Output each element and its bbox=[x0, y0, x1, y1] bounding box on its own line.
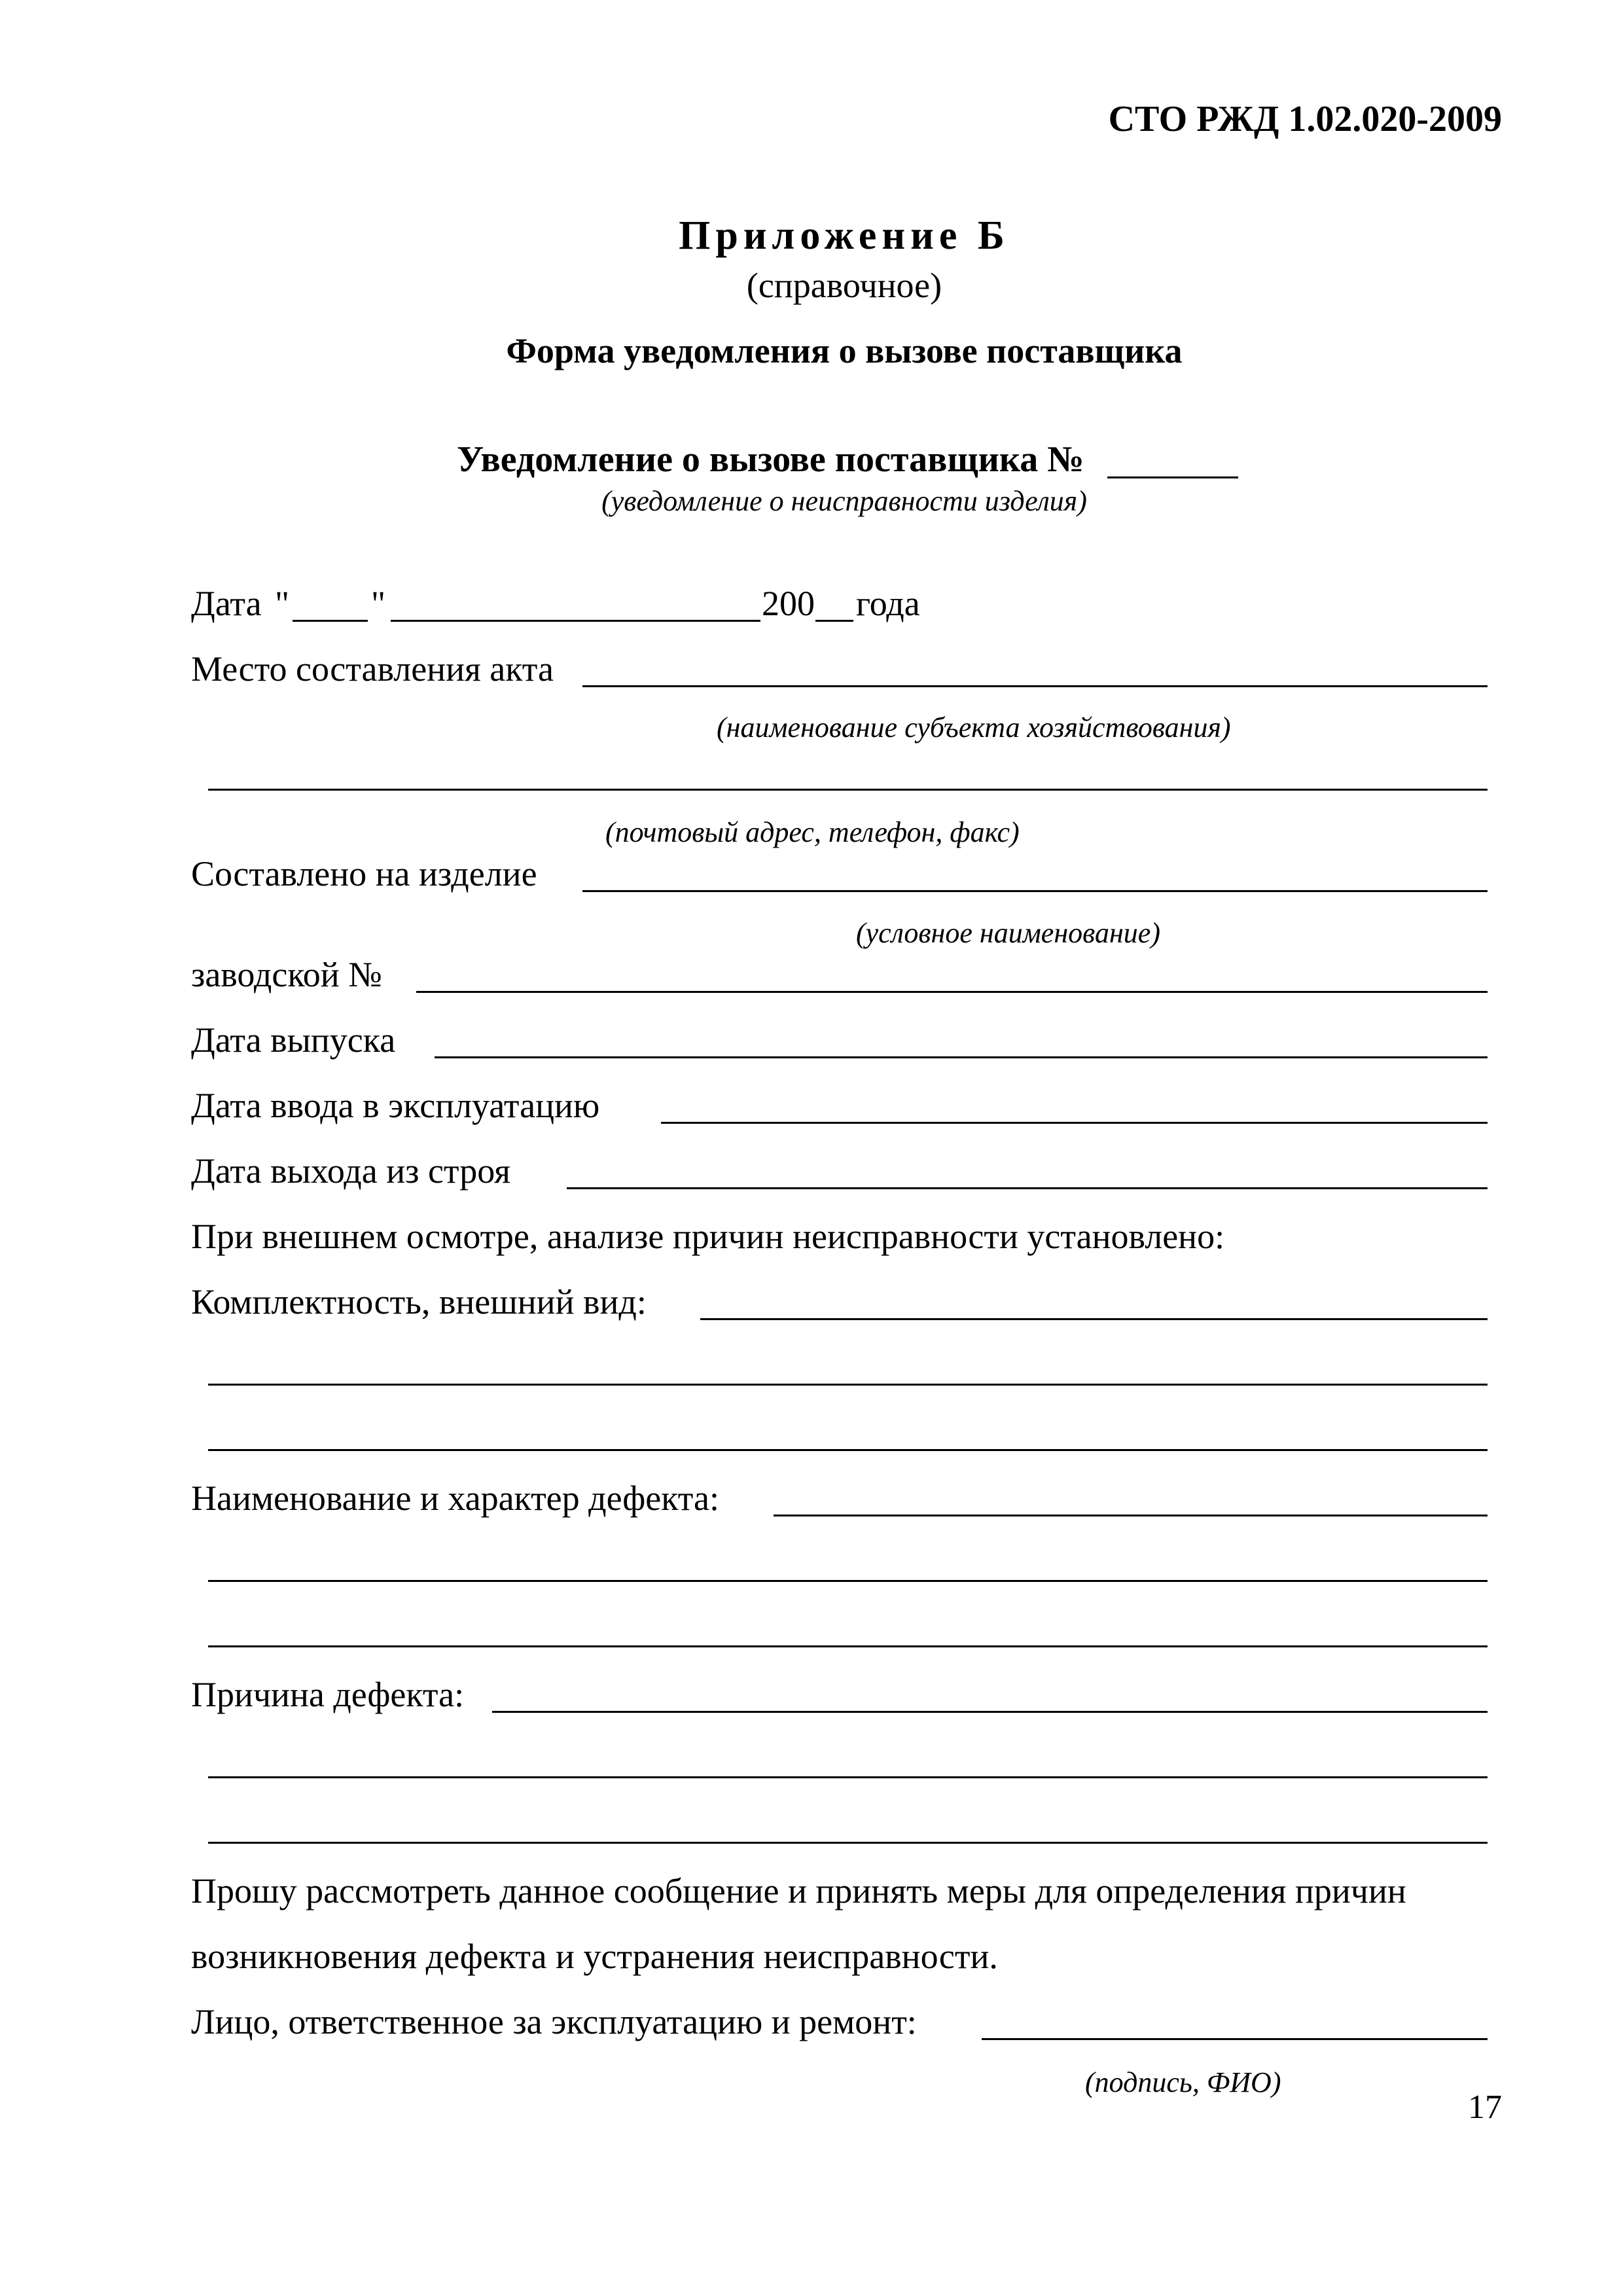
defect-field-line-3[interactable] bbox=[208, 1645, 1488, 1647]
cause-field-line-3[interactable] bbox=[208, 1842, 1488, 1844]
request-text-line-2: возникновения дефекта и устранения неисправности. bbox=[191, 1937, 998, 1976]
defect-field[interactable] bbox=[774, 1515, 1488, 1516]
product-field[interactable] bbox=[582, 890, 1488, 892]
date-open-quote: " bbox=[275, 584, 290, 623]
document-code: СТО РЖД 1.02.020-2009 bbox=[1108, 99, 1502, 139]
place-field[interactable] bbox=[582, 685, 1488, 687]
failure-date-field[interactable] bbox=[567, 1187, 1488, 1189]
date-month-field[interactable] bbox=[391, 620, 760, 622]
request-text-line-1: Прошу рассмотреть данное сообщение и принять меры для определения причин bbox=[191, 1871, 1406, 1910]
release-date-field[interactable] bbox=[435, 1056, 1488, 1058]
completeness-label: Комплектность, внешний вид: bbox=[191, 1282, 647, 1321]
commission-date-label: Дата ввода в эксплуатацию bbox=[191, 1086, 600, 1125]
defect-label: Наименование и характер дефекта: bbox=[191, 1479, 719, 1518]
completeness-field-line-3[interactable] bbox=[208, 1449, 1488, 1451]
commission-date-field[interactable] bbox=[661, 1122, 1488, 1124]
failure-date-label: Дата выхода из строя bbox=[191, 1151, 511, 1191]
serial-field[interactable] bbox=[416, 991, 1488, 993]
date-year-field[interactable] bbox=[815, 620, 853, 622]
notification-title: Уведомление о вызове поставщика № bbox=[457, 439, 1084, 480]
appendix-title: Приложение Б bbox=[679, 213, 1010, 258]
product-label: Составлено на изделие bbox=[191, 854, 537, 893]
responsible-signature-field[interactable] bbox=[982, 2038, 1488, 2040]
notification-subtitle: (уведомление о неисправности изделия) bbox=[601, 485, 1087, 517]
completeness-field[interactable] bbox=[700, 1318, 1488, 1320]
date-label: Дата bbox=[191, 584, 262, 623]
appendix-subtitle: (справочное) bbox=[746, 266, 942, 305]
product-caption: (условное наименование) bbox=[856, 917, 1160, 949]
completeness-field-line-2[interactable] bbox=[208, 1384, 1488, 1386]
place-label: Место составления акта bbox=[191, 649, 554, 689]
responsible-label: Лицо, ответственное за эксплуатацию и ремонт: bbox=[191, 2002, 917, 2041]
defect-field-line-2[interactable] bbox=[208, 1580, 1488, 1582]
cause-field[interactable] bbox=[492, 1711, 1488, 1713]
inspection-text: При внешнем осмотре, анализе причин неисправности установлено: bbox=[191, 1217, 1225, 1256]
page-number: 17 bbox=[1468, 2089, 1502, 2126]
release-date-label: Дата выпуска bbox=[191, 1020, 396, 1060]
date-day-field[interactable] bbox=[293, 620, 368, 622]
cause-field-line-2[interactable] bbox=[208, 1776, 1488, 1778]
serial-label: заводской № bbox=[191, 955, 382, 994]
signature-caption: (подпись, ФИО) bbox=[1085, 2066, 1281, 2098]
notification-number-field[interactable] bbox=[1107, 476, 1238, 478]
place-caption: (наименование субъекта хозяйствования) bbox=[717, 711, 1231, 744]
date-close-quote: " bbox=[371, 584, 386, 623]
cause-label: Причина дефекта: bbox=[191, 1675, 465, 1714]
date-year-prefix: 200 bbox=[762, 584, 815, 623]
address-field[interactable] bbox=[208, 789, 1488, 791]
address-caption: (почтовый адрес, телефон, факс) bbox=[605, 816, 1020, 848]
date-year-suffix: года bbox=[856, 584, 920, 623]
form-title: Форма уведомления о вызове поставщика bbox=[506, 331, 1183, 370]
